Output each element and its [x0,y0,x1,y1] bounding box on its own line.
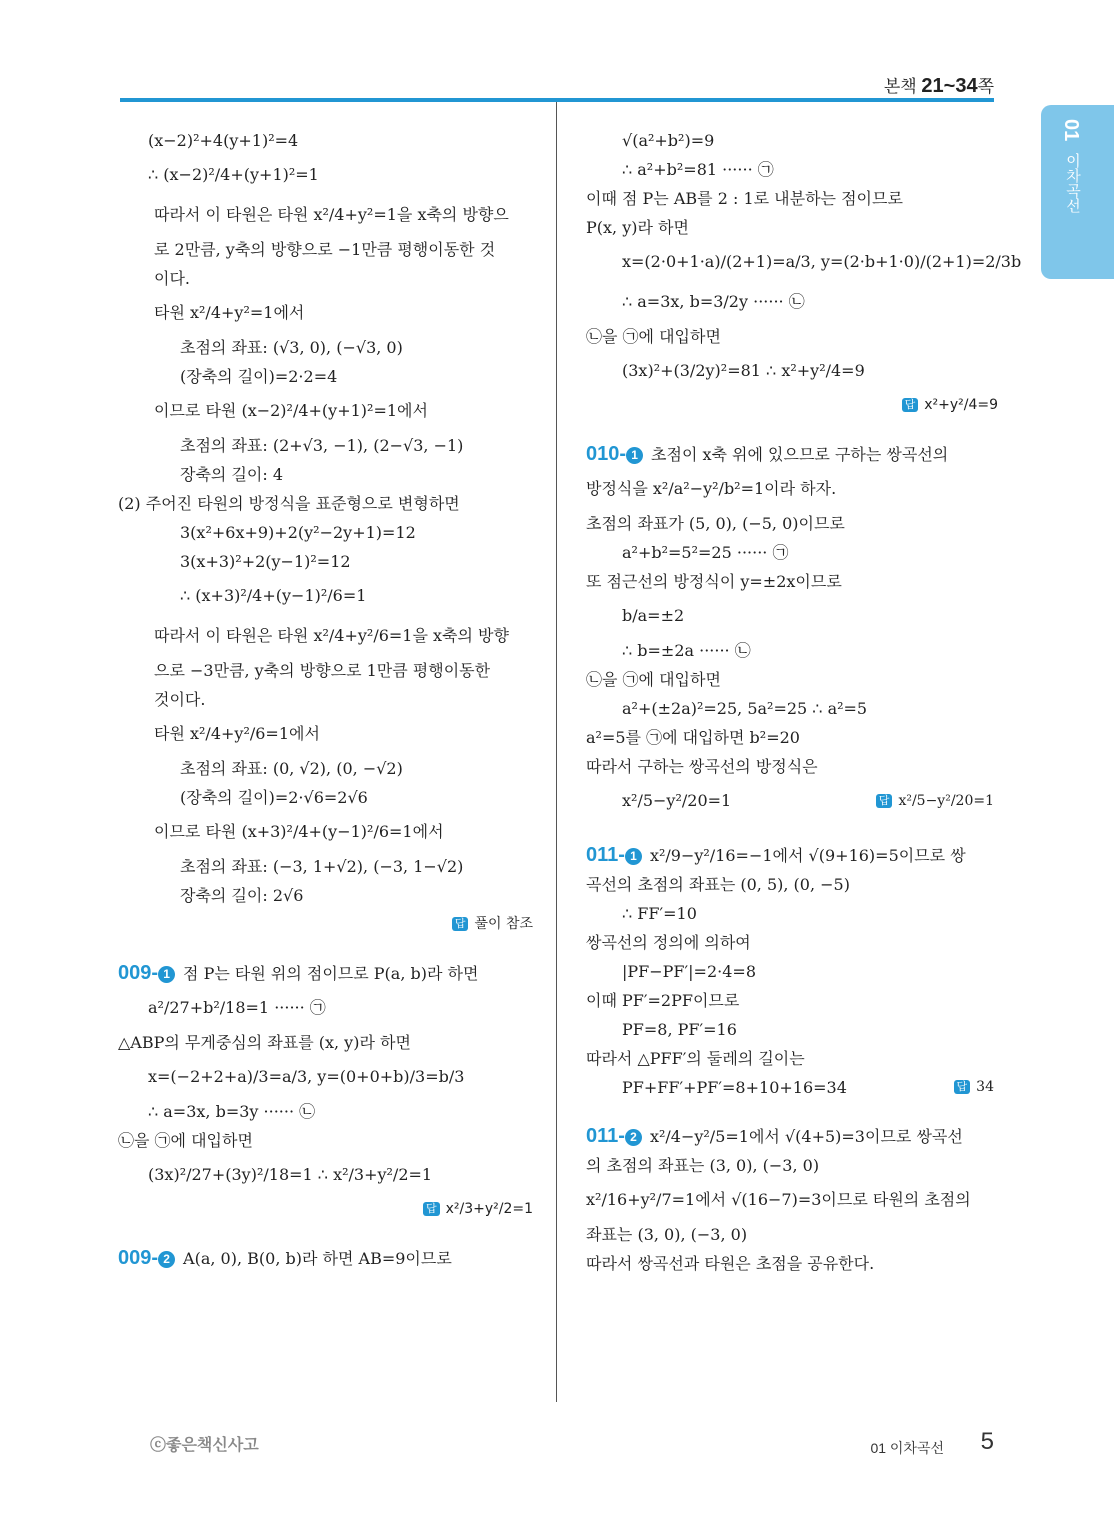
left-column [118,126,533,1273]
solution-line [118,264,533,293]
solution-line [118,293,533,333]
solution-line [586,1180,998,1220]
solution-line [118,431,533,460]
solution-text: 초점의 좌표: (−3, 1+√2), (−3, 1−√2) [180,857,464,876]
solution-line [586,1220,998,1249]
solution-text: ∴ a²+b²=81 ······ ㉠ [622,160,774,179]
solution-text: 따라서 △PFF′의 둘레의 길이는 [586,1049,805,1068]
problem-heading [586,440,998,469]
solution-line [586,665,998,694]
solution-line [118,1028,533,1057]
solution-line [586,1151,998,1180]
chapter-number: 01 [1060,119,1082,142]
solution-line [586,538,998,567]
solution-text: 으로 −3만큼, y축의 방향으로 1만큼 평행이동한 [154,661,491,680]
solution-text: ㉡을 ㉠에 대입하면 [586,670,721,689]
solution-line [118,362,533,391]
solution-text: a²/27+b²/18=1 ······ ㉠ [148,998,326,1017]
solution-text: x²/5−y²/20=1 [622,791,732,810]
solution-line [586,899,998,928]
solution-line [586,957,998,986]
solution-line [118,754,533,783]
solution-text: PF=8, PF′=16 [622,1020,737,1039]
solution-line [586,723,998,752]
solution-line [586,1015,998,1044]
section-gap [586,821,998,841]
solution-text: (x−2)²+4(y+1)²=4 [148,131,299,150]
solution-line [118,489,533,518]
answer-line [118,1195,533,1224]
solution-line [586,636,998,665]
solution-text: x=(2·0+1·a)/(2+1)=a/3, y=(2·b+1·0)/(2+1)=2/3b [622,252,1022,271]
solution-line [586,155,998,184]
solution-line [118,1126,533,1155]
solution-text: 이므로 타원 (x+3)²/4+(y−1)²/6=1에서 [154,822,444,841]
solution-line [586,322,998,351]
solution-line [118,195,533,235]
solution-text: x=(−2+2+a)/3=a/3, y=(0+0+b)/3=b/3 [148,1067,465,1086]
solution-text: A(a, 0), B(0, b)라 하면 AB=9이므로 [183,1249,452,1268]
solution-text: |PF−PF′|=2·4=8 [622,962,756,981]
solution-line [118,656,533,685]
solution-text: 초점의 좌표가 (5, 0), (−5, 0)이므로 [586,514,845,533]
solution-line [118,1097,533,1126]
solution-line [586,781,998,821]
solution-text: 초점의 좌표: (2+√3, −1), (2−√3, −1) [180,436,464,455]
solution-text: 초점이 x축 위에 있으므로 구하는 쌍곡선의 [651,445,949,464]
problem-number: 010- [586,443,627,465]
solution-line [118,812,533,852]
answer-badge: 답 [902,398,919,412]
solution-text: 이므로 타원 (x−2)²/4+(y+1)²=1에서 [154,401,428,420]
solution-line [586,986,998,1015]
solution-text: (3x)²/27+(3y)²/18=1 ∴ x²/3+y²/2=1 [148,1165,433,1184]
solution-text: a²+b²=5²=25 ······ ㉠ [622,543,789,562]
solution-line [118,333,533,362]
solution-text: 것이다. [154,690,206,709]
problem-subnumber: 1 [158,966,175,983]
solution-text: 초점의 좌표: (√3, 0), (−√3, 0) [180,338,403,357]
solution-line [118,391,533,431]
solution-line [586,126,998,155]
solution-text: x²/4−y²/5=1에서 √(4+5)=3이므로 쌍곡선 [649,1127,963,1146]
problem-heading [586,841,998,870]
solution-text: a²=5를 ㉠에 대입하면 b²=20 [586,728,800,747]
problem-subnumber: 1 [626,447,643,464]
answer-text: 34 [976,1079,994,1095]
chapter-tab [1041,105,1114,279]
solution-text: 이때 점 P는 AB를 2 : 1로 내분하는 점이므로 [586,189,903,208]
answer-badge: 답 [876,794,893,808]
solution-line [586,184,998,213]
solution-text: (3x)²+(3/2y)²=81 ∴ x²+y²/4=9 [622,361,865,380]
solution-line [118,616,533,656]
problem-subnumber: 1 [625,848,642,865]
solution-text: 이때 PF′=2PF이므로 [586,991,740,1010]
solution-text: (장축의 길이)=2·2=4 [180,367,338,386]
solution-text: x²/9−y²/16=−1에서 √(9+16)=5이므로 쌍 [649,846,966,865]
answer-line [586,391,998,420]
solution-text: x²/16+y²/7=1에서 √(16−7)=3이므로 타원의 초점의 [586,1190,971,1209]
solution-line [118,988,533,1028]
solution-text: (장축의 길이)=2·√6=2√6 [180,788,368,807]
publisher-mark: ⓒ좋은책신사고 [150,1437,259,1454]
solution-text: 좌표는 (3, 0), (−3, 0) [586,1225,748,1244]
header-rule [120,98,994,102]
chapter-name: 이차곡선 [1064,153,1082,213]
solution-text: 이다. [154,269,190,288]
solution-line [586,928,998,957]
solution-line [118,518,533,547]
solution-text: (2) 주어진 타원의 방정식을 표준형으로 변형하면 [118,494,460,513]
section-gap [586,420,998,440]
solution-text: 로 2만큼, y축의 방향으로 −1만큼 평행이동한 것 [154,240,496,259]
solution-line [118,576,533,616]
solution-line [118,1057,533,1097]
solution-line [586,509,998,538]
solution-line [118,126,533,155]
problem-subnumber: 2 [625,1129,642,1146]
solution-text: P(x, y)라 하면 [586,218,689,237]
answer-line [118,910,533,939]
solution-text: ∴ (x−2)²/4+(y+1)²=1 [148,165,319,184]
solution-line [586,752,998,781]
solution-line [118,155,533,195]
solution-text: 따라서 이 타원은 타원 x²/4+y²=1을 x축의 방향으 [154,205,509,224]
page-reference: 본책 21~34쪽 [883,75,994,97]
section-gap [586,1102,998,1122]
solution-text: ∴ a=3x, b=3/2y ······ ㉡ [622,292,805,311]
section-gap [118,1224,533,1244]
solution-text: ∴ a=3x, b=3y ······ ㉡ [148,1102,316,1121]
page-number: 5 [980,1428,994,1455]
solution-text: 점 P는 타원 위의 점이므로 P(a, b)라 하면 [183,964,479,983]
problem-subnumber: 2 [158,1251,175,1268]
solution-text: 3(x²+6x+9)+2(y²−2y+1)=12 [180,523,416,542]
solution-line [118,714,533,754]
solution-text: 초점의 좌표: (0, √2), (0, −√2) [180,759,403,778]
solution-line [118,235,533,264]
solution-text: 따라서 구하는 쌍곡선의 방정식은 [586,757,818,776]
right-column [586,126,1022,1278]
solution-line [586,1249,998,1278]
solution-text: 따라서 쌍곡선과 타원은 초점을 공유한다. [586,1254,875,1273]
answer-text: x²/5−y²/20=1 [898,793,994,809]
solution-text: 장축의 길이: 2√6 [180,886,304,905]
solution-line [586,282,998,322]
solution-line [118,460,533,489]
section-gap [118,939,533,959]
solution-text: PF+FF′+PF′=8+10+16=34 [622,1078,847,1097]
solution-line [118,685,533,714]
solution-line [586,1044,998,1073]
solution-text: 3(x+3)²+2(y−1)²=12 [180,552,351,571]
solution-line [586,694,998,723]
inline-answer [876,781,994,821]
solution-line [586,242,1022,282]
inline-answer [954,1073,994,1102]
solution-text: 곡선의 초점의 좌표는 (0, 5), (0, −5) [586,875,850,894]
solution-text: ∴ FF′=10 [622,904,697,923]
solution-line [586,596,998,636]
solution-line [586,351,998,391]
answer-badge: 답 [423,1202,440,1216]
solution-line [118,881,533,910]
solution-line [586,213,998,242]
solution-line [586,1073,998,1102]
solution-line [586,469,998,509]
problem-number: 011- [586,1125,625,1147]
solution-text: 타원 x²/4+y²=1에서 [154,303,305,322]
solution-text: 장축의 길이: 4 [180,465,284,484]
solution-text: ∴ b=±2a ······ ㉡ [622,641,751,660]
solution-line [118,783,533,812]
solution-line [118,1155,533,1195]
solution-text: ∴ (x+3)²/4+(y−1)²/6=1 [180,586,367,605]
footer-chapter: 01 이차곡선 [870,1440,944,1456]
problem-heading [586,1122,998,1151]
problem-number: 009- [118,962,159,984]
answer-text: 풀이 참조 [474,916,533,932]
solution-text: 따라서 이 타원은 타원 x²/4+y²/6=1을 x축의 방향 [154,626,509,645]
problem-number: 009- [118,1247,159,1269]
solution-text: b/a=±2 [622,606,685,625]
solution-line [118,547,533,576]
solution-text: ㉡을 ㉠에 대입하면 [586,327,721,346]
solution-line [586,567,998,596]
answer-badge: 답 [452,917,469,931]
solution-line [118,852,533,881]
solution-text: 쌍곡선의 정의에 의하여 [586,933,751,952]
answer-text: x²/3+y²/2=1 [445,1201,533,1217]
solution-text: a²+(±2a)²=25, 5a²=25 ∴ a²=5 [622,699,868,718]
problem-heading [118,1244,533,1273]
solution-text: 방정식을 x²/a²−y²/b²=1이라 하자. [586,479,837,498]
answer-text: x²+y²/4=9 [924,397,998,413]
problem-heading [118,959,533,988]
solution-text: 의 초점의 좌표는 (3, 0), (−3, 0) [586,1156,820,1175]
solution-line [586,870,998,899]
problem-number: 011- [586,844,625,866]
solution-text: ㉡을 ㉠에 대입하면 [118,1131,253,1150]
solution-text: △ABP의 무게중심의 좌표를 (x, y)라 하면 [118,1033,411,1052]
solution-text: 또 점근선의 방정식이 y=±2x이므로 [586,572,842,591]
answer-badge: 답 [954,1080,971,1094]
solution-text: 타원 x²/4+y²/6=1에서 [154,724,320,743]
column-divider [556,102,557,1402]
solution-text: √(a²+b²)=9 [622,131,715,150]
